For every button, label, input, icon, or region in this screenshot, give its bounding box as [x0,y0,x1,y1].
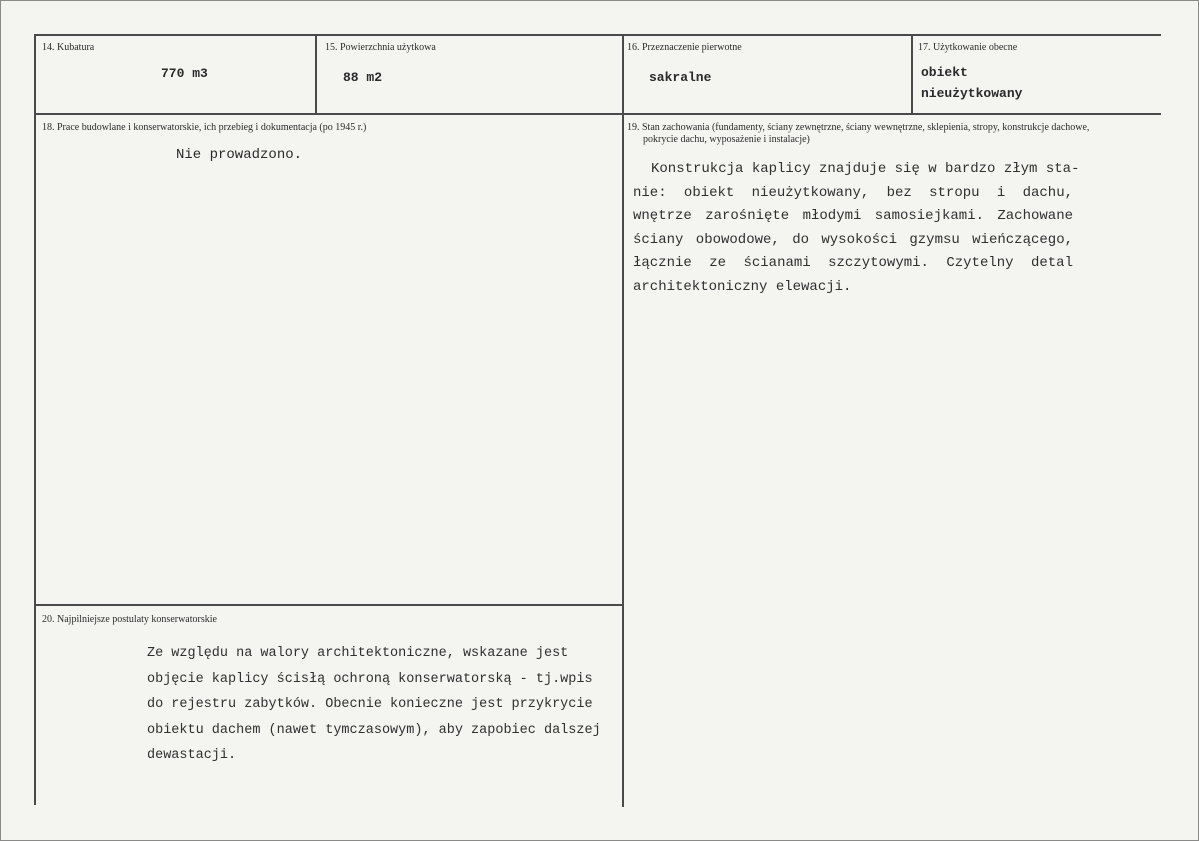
divider-16-17 [911,34,913,115]
field-14-label: 14. Kubatura [42,42,95,53]
field-20-text [147,641,601,769]
field-19-text-line: ściany obowodowe, do wysokości gzymsu wieńczącego, [633,231,1073,248]
field-19-label-line: pokrycie dachu, wyposażenie i instalacje) [643,134,810,145]
field-17-value-line: obiekt [921,65,968,80]
field-20-text-line: objęcie kaplicy ścisłą ochroną konserwatorską - tj.wpis [147,671,593,687]
top-border-line [34,34,1161,36]
field-17-label: 17. Użytkowanie obecne [918,42,1018,53]
field-18-value: Nie prowadzono. [176,147,303,163]
field-19-text-line: wnętrze zarośnięte młodymi samosiejkami. Zachowane [633,208,1073,224]
field-15-label: 15. Powierzchnia użytkowa [325,42,436,53]
row1-bottom-line [34,113,1161,115]
section-divider-line [34,604,624,606]
divider-14-15 [315,34,317,115]
main-column-divider [622,34,624,807]
left-border-line [34,34,36,805]
field-16-value: sakralne [649,70,712,85]
field-19-label [627,122,1089,146]
field-20-text-line: obiektu dachem (nawet tymczasowym), aby zapobiec dalszej [147,722,601,738]
field-14-value: 770 m3 [161,66,208,81]
field-19-text-line: Konstrukcja kaplicy znajduje się w bardzo złym sta- [651,161,1080,177]
field-19-text [633,158,1080,299]
field-18-label: 18. Prace budowlane i konserwatorskie, ich przebieg i dokumentacja (po 1945 r.) [42,122,367,133]
field-17-value-line: nieużytkowany [921,86,1023,101]
field-20-label: 20. Najpilniejsze postulaty konserwatorskie [42,614,217,625]
field-16-label: 16. Przeznaczenie pierwotne [627,42,742,53]
field-20-text-line: dewastacji. [147,748,237,763]
field-19-label-line: 19. Stan zachowania (fundamenty, ściany zewnętrzne, ściany wewnętrzne, sklepienia, stropy, konstrukcje dachowe, [627,122,1090,133]
field-17-value [921,63,1022,103]
field-19-text-line: łącznie ze ścianami szczytowymi. Czytelny detal [633,255,1073,271]
field-20-text-line: do rejestru zabytków. Obecnie konieczne jest przykrycie [147,697,593,712]
field-15-value: 88 m2 [343,70,383,85]
field-19-text-line: nie: obiekt nieużytkowany, bez stropu i dachu, [633,184,1073,201]
field-19-text-line: architektoniczny elewacji. [633,278,852,295]
field-20-text-line: Ze względu na walory architektoniczne, wskazane jest [147,646,569,661]
